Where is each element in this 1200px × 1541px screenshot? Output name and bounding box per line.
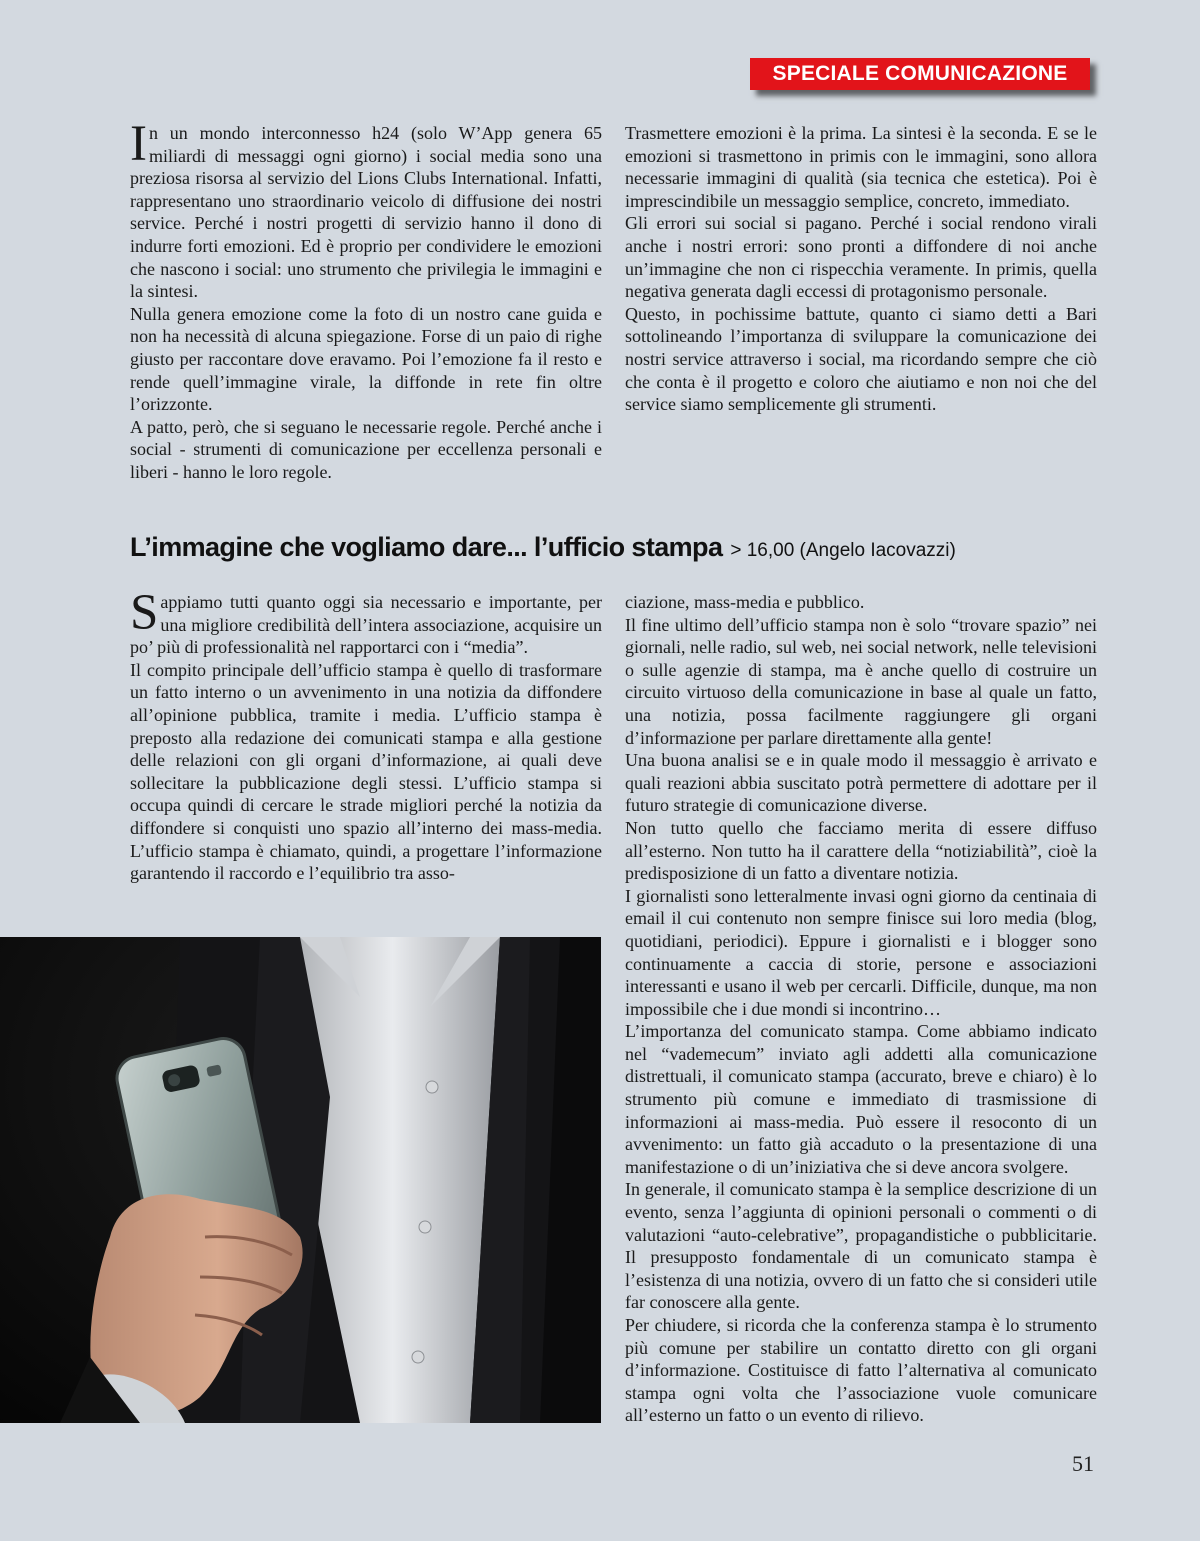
article2-paragraph [130, 585, 602, 659]
article1-paragraph: A patto, però, che si seguano le necessarie regole. Perché anche i social - strumenti di comunicazione per eccellenza personali e liberi - hanno le loro regole. [130, 416, 602, 482]
article1-paragraph: Nulla genera emozione come la foto di un nostro cane guida e non ha necessità di alcuna spiegazione. Forse di un paio di righe giusto per raccontare dove eravamo. Poi l’emozione fa il resto e rende quell’immagine virale, la diffonde in rete fin oltre l’orizzonte. [130, 303, 602, 415]
article2-title: L’immagine che vogliamo dare... l’ufficio stampa [130, 532, 723, 562]
page-number: 51 [1072, 1451, 1094, 1476]
article2-column-left [130, 585, 602, 885]
article2-column-right [625, 591, 1097, 1427]
article2-headline [130, 532, 1090, 563]
article2-paragraph: Una buona analisi se e in quale modo il messaggio è arrivato e quali reazioni abbia suscitato potrà permettere di adottare per il futuro strategie di comunicazione diverse. [625, 750, 1097, 816]
article1-paragraph: Trasmettere emozioni è la prima. La sintesi è la seconda. E se le emozioni si trasmettono in primis con le immagini, sono allora necessarie immagini di qualità (sia tecnica che estetica). Poi è imprescindibile un messaggio semplice, concreto, immediato. [625, 123, 1097, 211]
article2-paragraph: Il compito principale dell’ufficio stampa è quello di trasformare un fatto interno o un avvenimento in una notizia da diffondere all’opinione pubblica, tramite i media. L’ufficio stampa è preposto alla redazione dei comunicati stampa e alla gestione delle relazioni con gli organi d’informazione, ai quali deve sollecitare la pubblicazione degli stessi. L’ufficio stampa si occupa quindi di cercare le strade migliori perché la notizia da diffondere si conquisti uno spazio all’interno dei mass-media. L’ufficio stampa è chiamato, quindi, a progettare l’informazione garantendo il raccordo e l’equilibrio tra asso- [130, 659, 602, 884]
article2-paragraph: Non tutto quello che facciamo merita di essere diffuso all’esterno. Non tutto ha il carattere della “notiziabilità”, cioè la predisposizione di un fatto a diventare notizia. [625, 817, 1097, 884]
article1-column-right [625, 122, 1097, 416]
article1-paragraph: Questo, in pochissime battute, quanto ci siamo detti a Bari sottolineando l’importanza di sviluppare la comunicazione dei nostri service attraverso i social, ma ricordando sempre che ciò che conta è il progetto e coloro che aiutiamo e non noi che del service siamo semplicemente gli strumenti. [625, 303, 1097, 415]
article2-paragraph: I giornalisti sono letteralmente invasi ogni giorno da centinaia di email il cui contenuto non sempre finisce sui loro media (blog, quotidiani, periodici). Eppure i giornalisti e i blogger sono continuamente a caccia di storie, persone e associazioni interessanti e usano il web per cercarli. Difficile, dunque, ma non impossibile che i due mondi si incontrino… [625, 885, 1097, 1019]
article1-paragraph: Gli errori sui social si pagano. Perché i social rendono virali anche i nostri errori: sono pronti a diffondere di noi anche un’immagine che non ci rispecchia veramente. In primis, quella negativa generata dagli eccessi di protagonismo personale. [625, 213, 1097, 302]
paragraph-text: n un mondo interconnesso h24 (solo W’App genera 65 miliardi di messaggi ogni giorno) i social media sono una preziosa risorsa al servizio del Lions Clubs International. Infatti, rappresentano uno straordinario veicolo di diffusione dei nostri service. Perché i nostri progetti di servizio hanno il dono di indurre forti emozioni. Ed è proprio per condividere le emozioni che nascono i social: uno strumento che privilegia le immagini e la sintesi. [130, 123, 602, 302]
article2-paragraph: L’importanza del comunicato stampa. Come abbiamo indicato nel “vademecum” inviato agli addetti alla comunicazione distrettuali, il comunicato stampa (accurato, breve e chiaro) è lo strumento più comune e immediato di trasmissione di informazioni ai mass-media. Può essere il resoconto di un avvenimento: un fatto già accaduto o la presentazione di una manifestazione o di un’iniziativa che si deve ancora svolgere. [625, 1021, 1097, 1177]
article2-paragraph: Il fine ultimo dell’ufficio stampa non è solo “trovare spazio” nei giornali, nelle radio, sul web, nei social network, nelle televisioni o sulle agenzie di stampa, ma è anche quello di costruire un circuito virtuoso della comunicazione in base al quale un fatto, una notizia, possa facilmente raggiungere gli organi d’informazione per parlare direttamente alla gente! [625, 614, 1097, 748]
article2-paragraph: In generale, il comunicato stampa è la semplice descrizione di un evento, senza l’aggiunta di opinioni personali o commenti o di valutazioni “auto-celebrative”, propagandistiche o pubblicitarie. Il presupposto fondamentale di un comunicato stampa è l’esistenza di una notizia, ovvero di un fatto che si consideri utile far conoscere alla gente. [625, 1179, 1097, 1313]
article1-paragraph [130, 116, 602, 303]
article2-paragraph: ciazione, mass-media e pubblico. [625, 592, 865, 612]
article2-paragraph: Per chiudere, si ricorda che la conferenza stampa è lo strumento più comune per stabilire un contatto diretto con gli organi d’informazione. Costituisce di fatto l’alternativa al comunicato stampa ogni volta che l’associazione vuole comunicare all’esterno un fatto o un evento di rilievo. [625, 1315, 1097, 1426]
dropcap: S [130, 585, 159, 641]
photo-man-holding-smartphone [0, 937, 601, 1423]
section-badge: SPECIALE COMUNICAZIONE [750, 58, 1090, 90]
article2-byline: > 16,00 (Angelo Iacovazzi) [730, 540, 956, 561]
article1-column-left [130, 116, 602, 484]
paragraph-text: appiamo tutti quanto oggi sia necessario e importante, per una migliore credibilità dell’intera associazione, acquisire un po’ più di professionalità nel rapportarci con i “media”. [130, 592, 602, 658]
dropcap: I [130, 116, 147, 172]
